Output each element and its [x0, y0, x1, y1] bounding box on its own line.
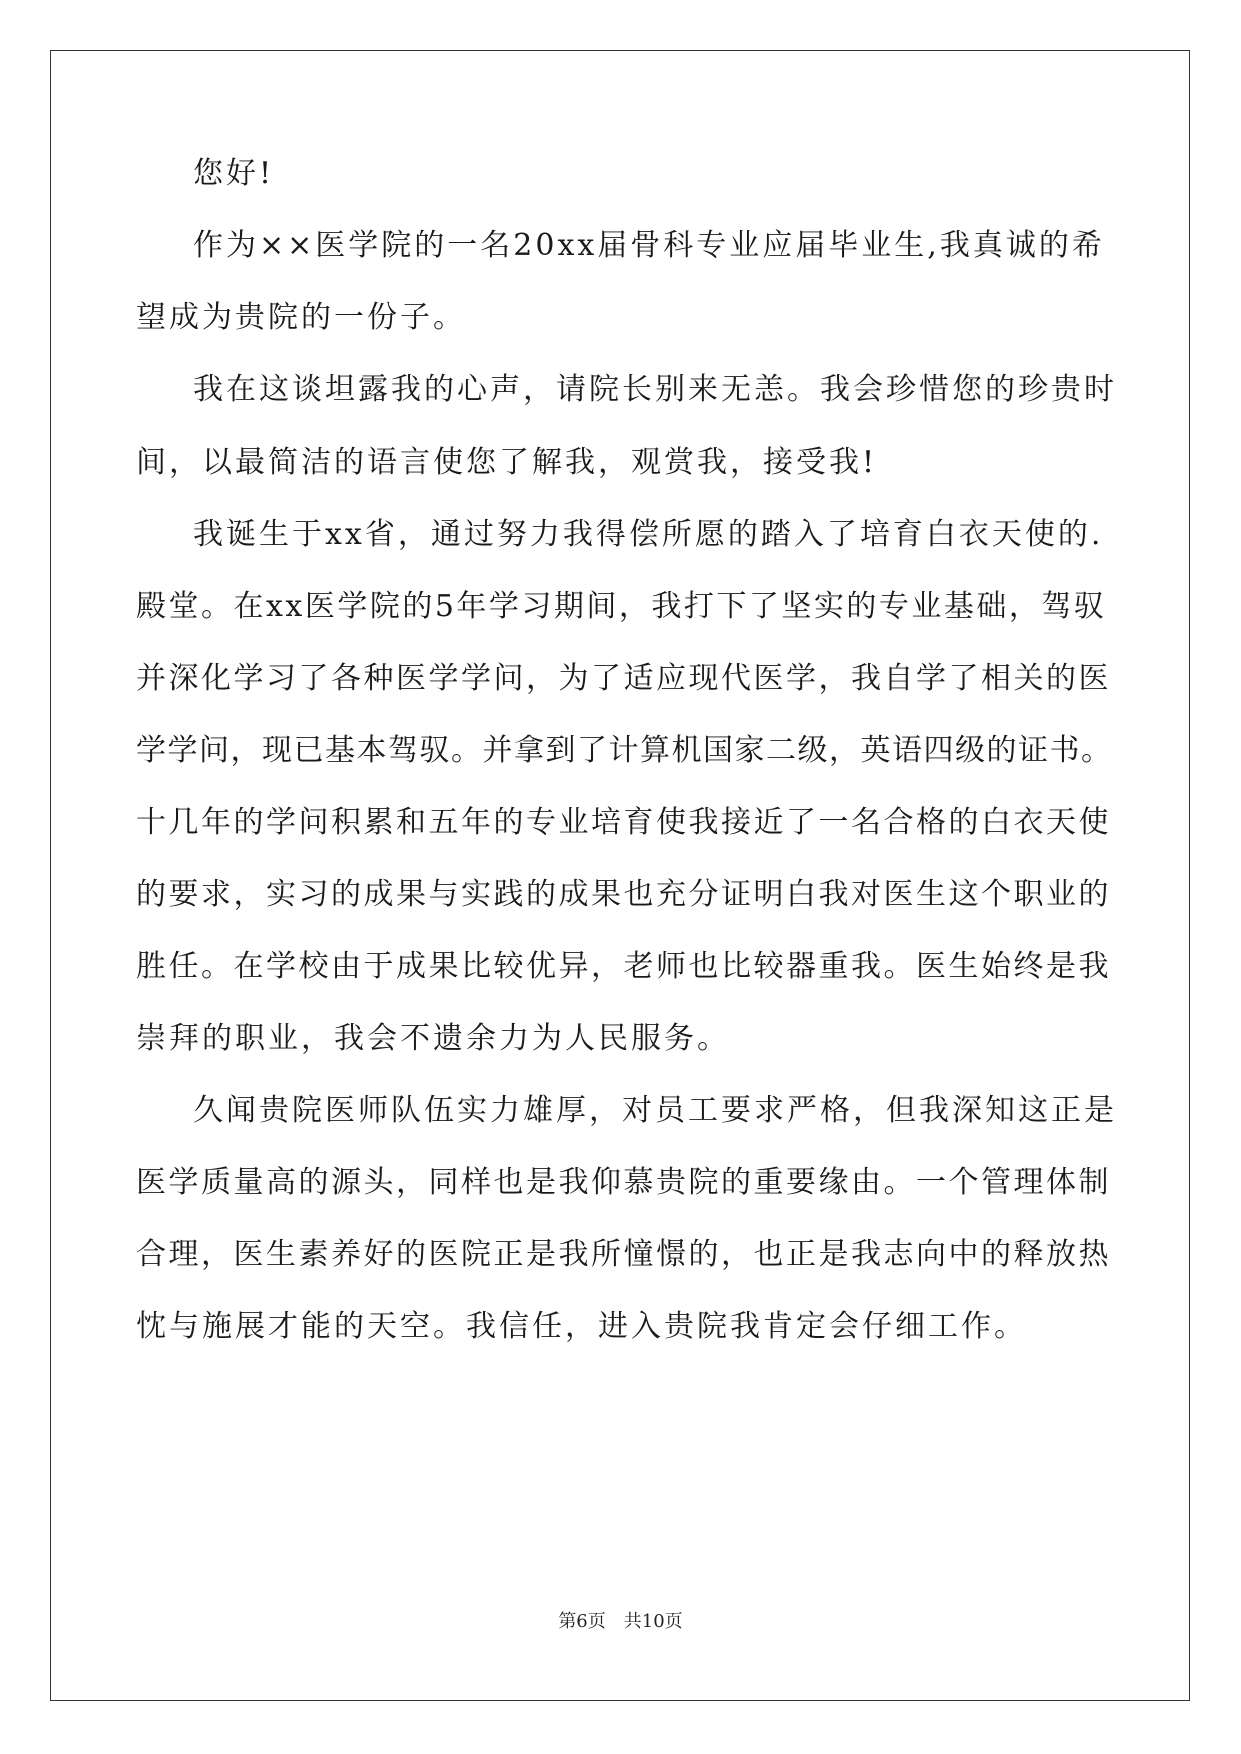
paragraph-2-line-1: 我在这谈坦露我的心声，请院长别来无恙。我会珍惜您的珍贵时 — [193, 372, 1117, 407]
paragraph-4-line-1: 久闻贵院医师队伍实力雄厚，对员工要求严格，但我深知这正是 — [193, 1093, 1117, 1128]
paragraph-4-line-3: 合理，医生素养好的医院正是我所憧憬的，也正是我志向中的释放热 — [136, 1237, 1111, 1272]
paragraph-3-line-1: 我诞生于xx省，通过努力我得偿所愿的踏入了培育白衣天使的. — [193, 517, 1104, 552]
paragraph-4-line-4: 忱与施展才能的天空。我信任，进入贵院我肯定会仔细工作。 — [136, 1309, 1027, 1344]
page-number-footer: 第6页 共10页 — [558, 1611, 683, 1632]
paragraph-2-line-2: 间，以最简洁的语言使您了解我，观赏我，接受我! — [136, 445, 878, 480]
paragraph-1-line-2: 望成为贵院的一份子。 — [136, 300, 466, 335]
paragraph-1-line-1: 作为××医学院的一名20xx届骨科专业应届毕业生,我真诚的希 — [193, 228, 1105, 263]
paragraph-3-line-6: 的要求，实习的成果与实践的成果也充分证明白我对医生这个职业的 — [136, 877, 1111, 912]
paragraph-3-line-7: 胜任。在学校由于成果比较优异，老师也比较器重我。医生始终是我 — [136, 949, 1111, 984]
paragraph-3-line-5: 十几年的学问积累和五年的专业培育使我接近了一名合格的白衣天使 — [136, 805, 1111, 840]
paragraph-3-line-4: 学学问，现已基本驾驭。并拿到了计算机国家二级，英语四级的证书。 — [136, 733, 1113, 768]
paragraph-3-line-3: 并深化学习了各种医学学问，为了适应现代医学，我自学了相关的医 — [136, 661, 1111, 696]
paragraph-4-line-2: 医学质量高的源头，同样也是我仰慕贵院的重要缘由。一个管理体制 — [136, 1165, 1111, 1200]
paragraph-3-line-2: 殿堂。在xx医学院的5年学习期间，我打下了坚实的专业基础，驾驭 — [136, 589, 1107, 624]
greeting-line: 您好! — [193, 156, 275, 191]
paragraph-3-line-8: 崇拜的职业，我会不遗余力为人民服务。 — [136, 1021, 730, 1056]
